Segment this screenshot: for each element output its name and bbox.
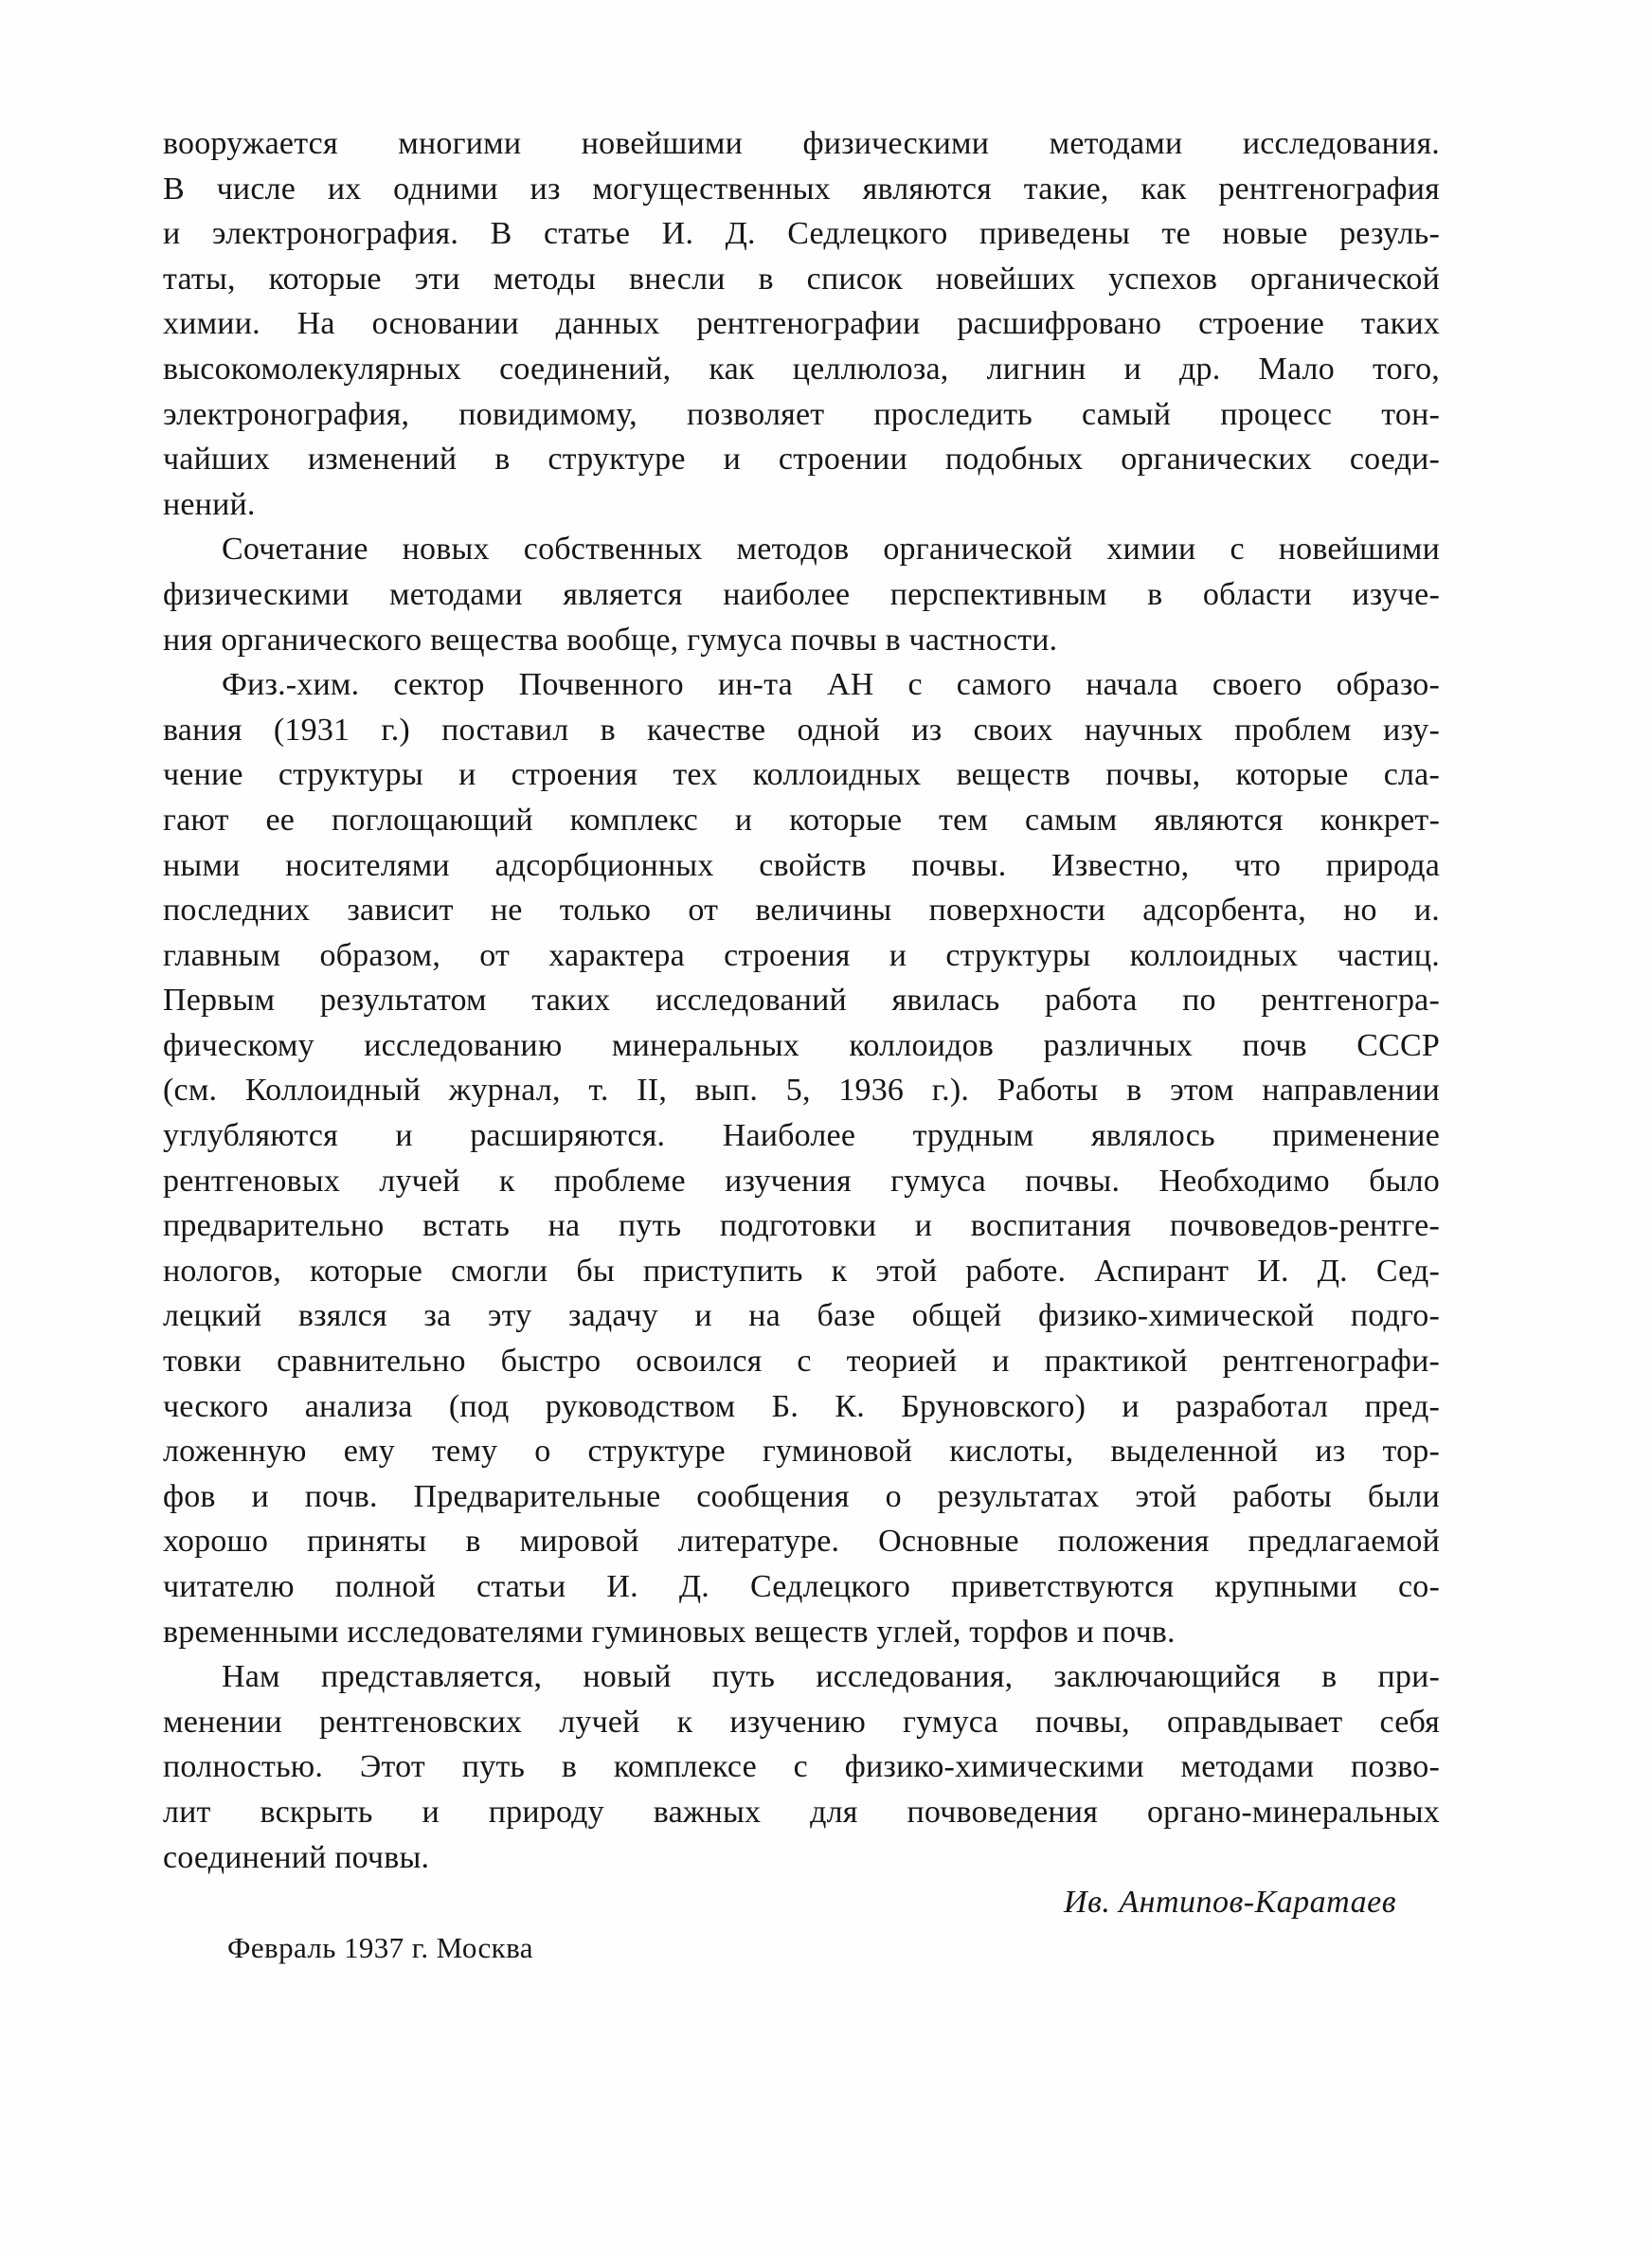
signature: Ив. Антипов-Каратаев [1064,1885,1396,1921]
text-line: химии. На основании данных рентгенографии расшифровано строение таких [163,306,1440,342]
text-line: Сочетание новых собственных методов органической химии с новейшими [222,532,1440,568]
text-line: Физ.-хим. сектор Почвенного ин-та АН с самого начала своего образо- [222,667,1440,703]
text-line: предварительно встать на путь подготовки и воспитания почвоведов-рентге- [163,1208,1440,1244]
text-line: ными носителями адсорбционных свойств почвы. Известно, что природа [163,847,1440,883]
text-line: чайших изменений в структуре и строении подобных органических соеди- [163,442,1440,478]
text-line: полностью. Этот путь в комплексе с физико-химическими методами позво- [163,1749,1440,1785]
text-line: лит вскрыть и природу важных для почвоведения органо-минеральных [163,1794,1440,1830]
text-line: читателю полной статьи И. Д. Седлецкого приветствуются крупными со- [163,1569,1440,1604]
paragraph [163,662,1440,1654]
text-line: соединений почвы. [163,1839,430,1875]
text-line: хорошо приняты в мировой литературе. Основные положения предлагаемой [163,1524,1440,1560]
text-block [163,121,1440,1970]
text-line: Первым результатом таких исследований явилась работа по рентгеногра- [163,983,1440,1019]
text-line: углубляются и расширяются. Наиболее трудным являлось применение [163,1118,1440,1154]
text-line: рентгеновых лучей к проблеме изучения гумуса почвы. Необходимо было [163,1163,1440,1199]
dateline: Февраль 1937 г. Москва [227,1930,533,1964]
text-line: высокомолекулярных соединений, как целлюлоза, лигнин и др. Мало того, [163,351,1440,387]
paragraph [163,1654,1440,1880]
text-line: ложенную ему тему о структуре гуминовой кислоты, выделенной из тор- [163,1434,1440,1470]
text-line: физическими методами является наиболее перспективным в области изуче- [163,576,1440,612]
document-body [163,121,1440,1880]
text-line: последних зависит не только от величины поверхности адсорбента, но и. [163,893,1440,929]
text-line: таты, которые эти методы внесли в список новейших успехов органической [163,261,1440,297]
text-line: В числе их одними из могущественных являются такие, как рентгенография [163,171,1440,207]
text-line: фическому исследованию минеральных коллоидов различных почв СССР [163,1027,1440,1063]
text-line: временными исследователями гуминовых веществ углей, торфов и почв. [163,1614,1176,1650]
paragraph [163,527,1440,662]
text-line: вооружается многими новейшими физическими методами исследования. [163,126,1440,161]
text-line: Нам представляется, новый путь исследования, заключающийся в при- [222,1659,1440,1695]
text-line: гают ее поглощающий комплекс и которые тем самым являются конкрет- [163,802,1440,838]
text-line: и электронография. В статье И. Д. Седлецкого приведены те новые резуль- [163,216,1440,252]
text-line: товки сравнительно быстро освоился с теорией и практикой рентгенографи- [163,1344,1440,1380]
paragraph [163,121,1440,527]
text-line: фов и почв. Предварительные сообщения о результатах этой работы были [163,1478,1440,1514]
text-line: вания (1931 г.) поставил в качестве одной из своих научных проблем изу- [163,712,1440,748]
text-line: менении рентгеновских лучей к изучению гумуса почвы, оправдывает себя [163,1704,1440,1740]
text-line: (см. Коллоидный журнал, т. II, вып. 5, 1936 г.). Работы в этом направлении [163,1073,1440,1109]
text-line: нологов, которые смогли бы приступить к этой работе. Аспирант И. Д. Сед- [163,1253,1440,1289]
text-line: ния органического вещества вообще, гумуса почвы в частности. [163,622,1058,658]
text-line: нений. [163,486,256,522]
text-line: лецкий взялся за эту задачу и на базе общей физико-химической подго- [163,1298,1440,1334]
text-line: чение структуры и строения тех коллоидных веществ почвы, которые сла- [163,757,1440,793]
text-line: ческого анализа (под руководством Б. К. Бруновского) и разработал пред- [163,1388,1440,1424]
text-line: главным образом, от характера строения и структуры коллоидных частиц. [163,937,1440,973]
text-line: электронография, повидимому, позволяет проследить самый процесс тон- [163,396,1440,432]
